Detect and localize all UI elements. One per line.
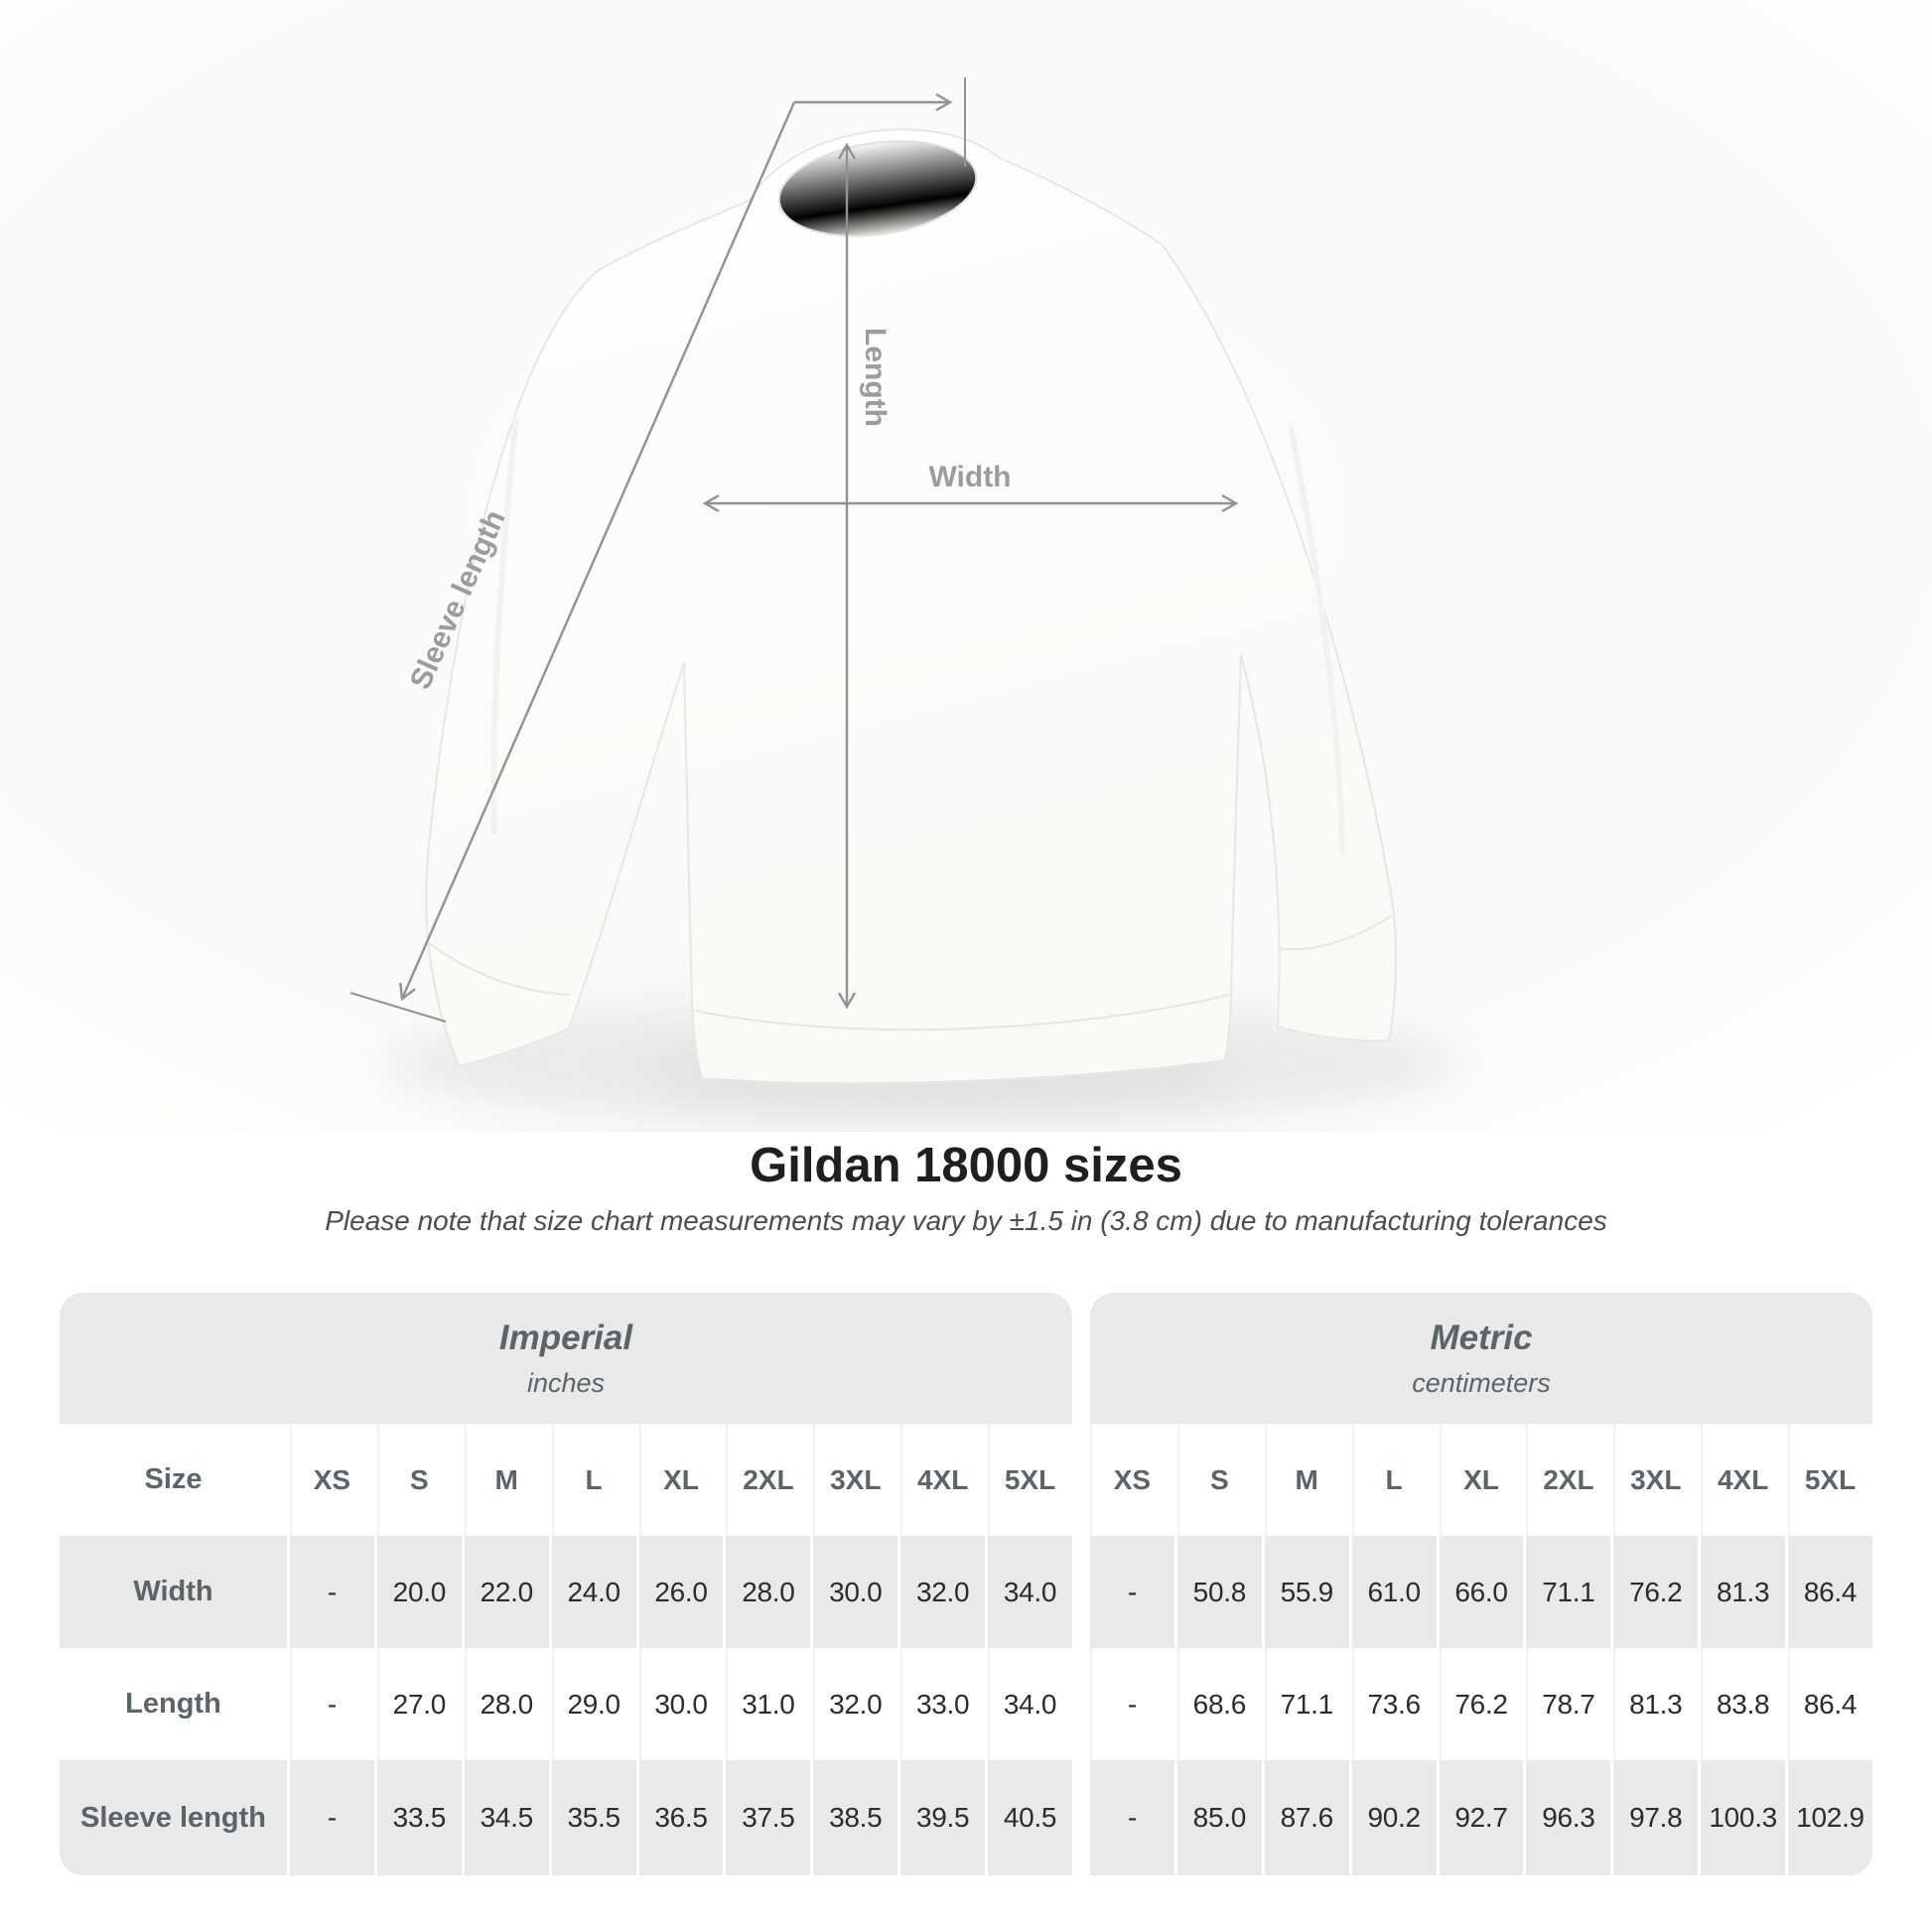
imperial-header	[60, 1293, 1072, 1424]
table-half-divider	[1075, 1648, 1087, 1760]
size-code: S	[1177, 1424, 1262, 1536]
table-cell: 32.0	[813, 1648, 897, 1760]
table-cell: 31.0	[726, 1648, 810, 1760]
table-cell: 33.0	[900, 1648, 985, 1760]
metric-unit: centimeters	[1412, 1367, 1551, 1398]
table-cell: 33.5	[377, 1760, 462, 1875]
length-label: Length	[859, 328, 892, 427]
table-cell: 100.3	[1701, 1760, 1785, 1875]
size-code: M	[465, 1424, 549, 1536]
table-cell: 61.0	[1352, 1536, 1437, 1648]
table-cell: 34.0	[988, 1536, 1072, 1648]
table-cell: 36.5	[639, 1760, 724, 1875]
length-row	[60, 1648, 1872, 1760]
size-code: 4XL	[1701, 1424, 1785, 1536]
table-cell: 83.8	[1701, 1648, 1785, 1760]
size-code: 5XL	[1788, 1424, 1872, 1536]
size-code: XS	[1090, 1424, 1174, 1536]
table-cell: 71.1	[1526, 1536, 1610, 1648]
size-code: 3XL	[813, 1424, 897, 1536]
table-cell: -	[1090, 1760, 1174, 1875]
size-code: 2XL	[1526, 1424, 1610, 1536]
table-cell: -	[290, 1760, 374, 1875]
table-cell: 102.9	[1788, 1760, 1872, 1875]
table-cell: 30.0	[813, 1536, 897, 1648]
size-code: S	[377, 1424, 462, 1536]
size-code: L	[552, 1424, 636, 1536]
table-cell: 28.0	[465, 1648, 549, 1760]
metric-header	[1090, 1293, 1872, 1424]
table-half-divider	[1075, 1760, 1087, 1875]
sleeve-length-label: Sleeve length	[403, 505, 512, 695]
metric-title: Metric	[1430, 1317, 1533, 1357]
size-code: XL	[1440, 1424, 1524, 1536]
table-cell: 38.5	[813, 1760, 897, 1875]
table-cell: 86.4	[1788, 1648, 1872, 1760]
sleeve-length-row	[60, 1760, 1872, 1875]
table-cell: 55.9	[1265, 1536, 1349, 1648]
size-code: 4XL	[900, 1424, 985, 1536]
table-cell: 20.0	[377, 1536, 462, 1648]
size-table	[60, 1293, 1872, 1875]
table-cell: 76.2	[1440, 1648, 1524, 1760]
table-cell: 29.0	[552, 1648, 636, 1760]
table-cell: 90.2	[1352, 1760, 1437, 1875]
size-code: 2XL	[726, 1424, 810, 1536]
table-cell: 87.6	[1265, 1760, 1349, 1875]
table-cell: 92.7	[1440, 1760, 1524, 1875]
table-cell: 73.6	[1352, 1648, 1437, 1760]
size-code: XS	[290, 1424, 374, 1536]
table-cell: 71.1	[1265, 1648, 1349, 1760]
table-cell: 50.8	[1177, 1536, 1262, 1648]
imperial-title: Imperial	[498, 1317, 633, 1357]
row-label: Length	[60, 1648, 287, 1760]
row-label: Width	[60, 1536, 287, 1648]
size-code: 5XL	[988, 1424, 1072, 1536]
page-title: Gildan 18000 sizes	[750, 1139, 1182, 1192]
table-cell: 28.0	[726, 1536, 810, 1648]
size-column-header: Size	[60, 1424, 287, 1536]
table-cell: 81.3	[1613, 1648, 1698, 1760]
width-label: Width	[928, 461, 1012, 493]
table-cell: 32.0	[900, 1536, 985, 1648]
size-code: XL	[639, 1424, 724, 1536]
table-cell: 26.0	[639, 1536, 724, 1648]
table-cell: 34.5	[465, 1760, 549, 1875]
table-cell: 81.3	[1701, 1536, 1785, 1648]
table-cell: 97.8	[1613, 1760, 1698, 1875]
table-cell: -	[290, 1648, 374, 1760]
unit-header-row	[60, 1293, 1872, 1424]
table-cell: 39.5	[900, 1760, 985, 1875]
table-cell: -	[290, 1536, 374, 1648]
table-half-divider	[1075, 1424, 1087, 1536]
table-cell: 22.0	[465, 1536, 549, 1648]
size-header-row	[60, 1424, 1872, 1536]
table-cell: 27.0	[377, 1648, 462, 1760]
table-cell: 96.3	[1526, 1760, 1610, 1875]
width-row	[60, 1536, 1872, 1648]
size-code: M	[1265, 1424, 1349, 1536]
table-cell: 24.0	[552, 1536, 636, 1648]
size-code: 3XL	[1613, 1424, 1698, 1536]
table-cell: -	[1090, 1648, 1174, 1760]
table-cell: 76.2	[1613, 1536, 1698, 1648]
table-cell: 34.0	[988, 1648, 1072, 1760]
table-cell: 35.5	[552, 1760, 636, 1875]
table-cell: -	[1090, 1536, 1174, 1648]
row-label: Sleeve length	[60, 1760, 287, 1875]
table-cell: 40.5	[988, 1760, 1072, 1875]
table-cell: 68.6	[1177, 1648, 1262, 1760]
table-cell: 37.5	[726, 1760, 810, 1875]
table-half-divider	[1075, 1536, 1087, 1648]
size-code: L	[1352, 1424, 1437, 1536]
table-cell: 30.0	[639, 1648, 724, 1760]
table-cell: 78.7	[1526, 1648, 1610, 1760]
table-cell: 86.4	[1788, 1536, 1872, 1648]
tolerance-note: Please note that size chart measurements may vary by ±1.5 in (3.8 cm) due to manufacturing tolerances	[325, 1205, 1607, 1236]
imperial-unit: inches	[526, 1367, 606, 1398]
table-cell: 66.0	[1440, 1536, 1524, 1648]
table-cell: 85.0	[1177, 1760, 1262, 1875]
